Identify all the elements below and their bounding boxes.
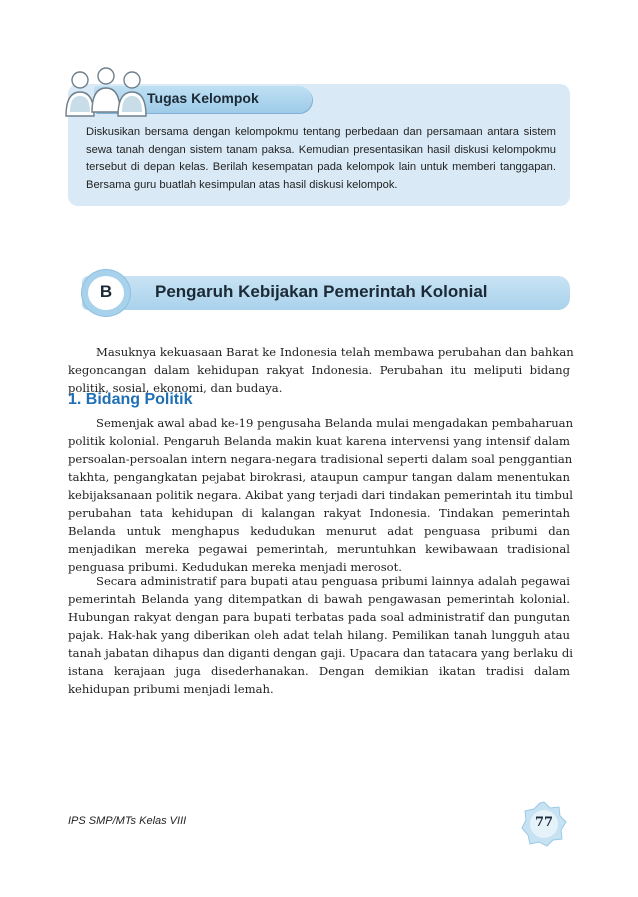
section-b-letter: B xyxy=(99,282,113,301)
paragraph-line: takhta, pengangkatan pejabat birokrasi, ataupun campur tangan dalam menentukan xyxy=(68,470,570,484)
task-line: Diskusikan bersama dengan kelompokmu tentang perbedaan dan persamaan antara sistem xyxy=(86,126,556,138)
group-people-icon xyxy=(62,66,150,122)
footer-book-title: IPS SMP/MTs Kelas VIII xyxy=(68,815,187,827)
paragraph-line: kegoncangan dalam kehidupan rakyat Indonesia. Perubahan itu meliputi bidang xyxy=(68,363,570,377)
paragraph-line: Masuknya kekuasaan Barat ke Indonesia telah membawa perubahan dan bahkan xyxy=(96,345,574,359)
paragraph-line: kehidupan pribumi menjadi lemah. xyxy=(68,682,274,696)
paragraph-line: Hubungan rakyat dengan para bupati terbatas pada soal administratif dan pungutan xyxy=(68,610,570,624)
politik-paragraph-1 xyxy=(68,414,574,576)
paragraph-line: perubahan tata kehidupan di kalangan rakyat Indonesia. Tindakan pemerintah xyxy=(68,506,570,520)
paragraph-line: pemerintah Belanda yang ditempatkan di bawah pengawasan pemerintah kolonial. xyxy=(68,592,570,606)
politik-paragraph-2 xyxy=(68,572,574,698)
task-line: tersebut di depan kelas. Berilah kesempatan pada kelompok lain untuk memberi tanggapan. xyxy=(86,161,556,173)
group-task-text xyxy=(86,124,556,194)
paragraph-line: pajak. Hak-hak yang diberikan oleh adat telah hilang. Pemilikan tanah lungguh atau xyxy=(68,628,570,642)
paragraph-line: persoalan-persoalan intern negara-negara tradisional seperti dalam soal penggantian xyxy=(68,452,573,466)
paragraph-line: penguasa pribumi. Kedudukan mereka menjadi merosot. xyxy=(68,560,402,574)
intro-paragraph xyxy=(68,343,574,397)
section-b-title: Pengaruh Kebijakan Pemerintah Kolonial xyxy=(155,282,488,301)
task-line: Bersama guru buatlah kesimpulan atas hasil diskusi kelompok. xyxy=(86,178,398,191)
task-line: sewa tanah dengan sistem tanam paksa. Kemudian presentasikan hasil diskusi kelompokmu xyxy=(86,143,556,156)
paragraph-line: politik, sosial, ekonomi, dan budaya. xyxy=(68,381,283,395)
paragraph-line: politik kolonial. Pengaruh Belanda makin kuat karena intervensi yang intensif dalam xyxy=(68,434,570,448)
paragraph-line: Belanda untuk menghapus kedudukan menurut adat penguasa pribumi dan xyxy=(68,524,570,538)
paragraph-line: Secara administratif para bupati atau penguasa pribumi lainnya adalah pegawai xyxy=(96,574,570,588)
page-number: 77 xyxy=(534,815,554,830)
paragraph-line: kebijaksanaan politik negara. Akibat yang terjadi dari tindakan pemerintah itu timbul xyxy=(68,488,574,502)
paragraph-line: istana kerajaan juga disederhanakan. Dengan demikian ikatan tradisi dalam xyxy=(68,664,570,678)
paragraph-line: Semenjak awal abad ke-19 pengusaha Belanda mulai mengadakan pembaharuan xyxy=(96,416,574,430)
subsection-heading: 1. Bidang Politik xyxy=(68,391,193,408)
group-task-title: Tugas Kelompok xyxy=(147,90,259,106)
paragraph-line: tanah jabatan dihapus dan diganti dengan gaji. Upacara dan tatacara yang berlaku di xyxy=(68,646,574,660)
paragraph-line: menjadikan mereka pegawai pemerintah, meruntuhkan kewibawaan tradisional xyxy=(68,542,570,556)
